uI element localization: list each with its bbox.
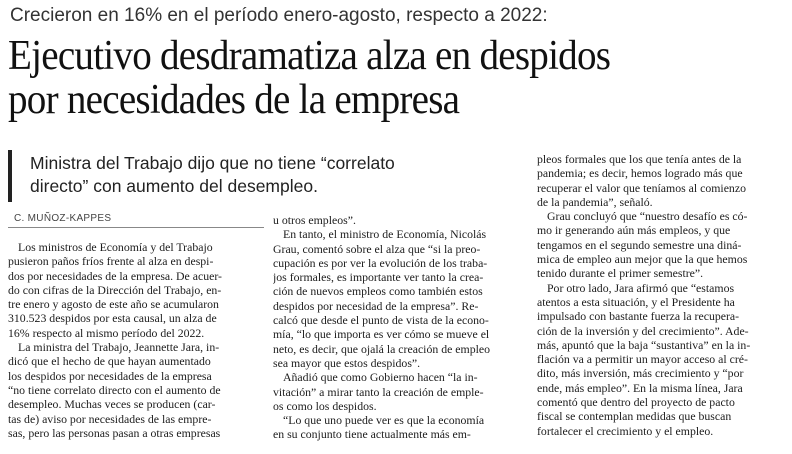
body-text-line: sas, pero las personas pasan a otras empresas bbox=[8, 425, 221, 440]
body-text-line: desempleo. Muchas veces se producen (car- bbox=[8, 397, 216, 412]
body-text-line: atentos a esta situación, y el Presidente ha bbox=[537, 294, 735, 309]
article-byline: C. MUÑOZ-KAPPES bbox=[14, 213, 112, 224]
article-headline bbox=[8, 34, 730, 122]
body-text-line: tre enero y agosto de este año se acumularon bbox=[8, 297, 219, 312]
body-text-line: tengamos en el segundo semestre una diná- bbox=[537, 237, 742, 252]
body-text-line: u otros empleos”. bbox=[273, 213, 356, 227]
body-text-line: Grau concluyó que “nuestro desafío es có- bbox=[547, 209, 748, 224]
body-text-line: fiscal se contemplan medidas que buscan bbox=[537, 409, 732, 424]
body-text-line: los despidos por necesidades de la empresa bbox=[8, 368, 212, 383]
body-text-line: ende, más empleo”. En la misma línea, Jara bbox=[537, 380, 743, 395]
body-text-line: tenido durante el primer semestre”. bbox=[537, 266, 704, 281]
body-text-line: de la pandemia”, señaló. bbox=[537, 194, 653, 209]
body-text-line: impulsado con bastante fuerza la recupera- bbox=[537, 309, 740, 324]
body-text-line: 310.523 despidos por esta causal, un alza de bbox=[8, 311, 217, 326]
body-text-line: Añadió que como Gobierno hacen “la in- bbox=[283, 370, 478, 385]
body-text-line: 16% respecto al mismo período del 2022. bbox=[8, 325, 205, 340]
body-text-line: ción de nuevos empleos como también estos bbox=[273, 284, 483, 299]
body-text-line: comentó que dentro del proyecto de pacto bbox=[537, 395, 735, 410]
body-text-line: Por otro lado, Jara afirmó que “estamos bbox=[547, 280, 735, 295]
body-text-line: “Lo que uno puede ver es que la economía bbox=[283, 413, 485, 428]
body-text-line: sea mayor que estos despidos”. bbox=[273, 355, 421, 370]
body-text-line: despidos por necesidad de la empresa”. Re- bbox=[273, 298, 479, 313]
body-text-line: os como los despidos. bbox=[273, 398, 377, 413]
body-text-line: tas de) aviso por necesidades de las empre- bbox=[8, 411, 212, 426]
body-text-line: pleos formales que los que tenía antes de la bbox=[537, 152, 742, 166]
deck-accent-bar bbox=[8, 150, 12, 202]
article-column-2 bbox=[273, 213, 529, 442]
article-deck bbox=[30, 152, 510, 198]
body-text-line: “no tiene correlato directo con el aumento de bbox=[8, 382, 221, 397]
body-text-line: más, apuntó que la baja “sustantiva” en la in- bbox=[537, 337, 751, 352]
body-text-line: pandemia; es decir, hemos logrado más que bbox=[537, 166, 743, 181]
deck-line-2: directo” con aumento del desempleo. bbox=[30, 176, 318, 196]
deck-line-1: Ministra del Trabajo dijo que no tiene “correlato bbox=[30, 153, 395, 173]
body-text-line: neto, es decir, que ojalá la creación de empleo bbox=[273, 341, 491, 356]
body-text-line: Grau, comentó sobre el alza que “si la preo- bbox=[273, 241, 481, 256]
body-text-line: Los ministros de Economía y del Trabajo bbox=[18, 240, 213, 254]
body-text-line: jos formales, es importante ver tanto la crea- bbox=[273, 270, 484, 285]
body-text-line: recuperar el valor que teníamos al comienzo bbox=[537, 180, 746, 195]
body-text-line: fortalecer el crecimiento y el empleo. bbox=[537, 423, 714, 438]
byline-divider bbox=[8, 227, 264, 228]
article-column-3 bbox=[537, 152, 787, 438]
body-text-line: dos por necesidades de la empresa. De acuer- bbox=[8, 268, 222, 283]
body-text-line: ción de la inversión y del crecimiento”. Ade- bbox=[537, 323, 749, 338]
body-text-line: mica de empleo aun mejor que la que hemos bbox=[537, 252, 748, 267]
body-text-line: vitación” a mirar tanto la creación de emple- bbox=[273, 384, 484, 399]
body-text-line: En tanto, el ministro de Economía, Nicolás bbox=[283, 227, 487, 242]
body-text-line: flación va a permitir un mayor acceso al cré- bbox=[537, 352, 748, 367]
body-text-line: La ministra del Trabajo, Jeannette Jara, in- bbox=[18, 340, 220, 355]
article-column-1 bbox=[8, 240, 264, 440]
headline-line-2: por necesidades de la empresa bbox=[8, 77, 460, 123]
body-text-line: mo ir generando aún más empleos, y que bbox=[537, 223, 731, 238]
body-text-line: cupación es por ver la evolución de los traba- bbox=[273, 255, 488, 270]
article-kicker: Crecieron en 16% en el período enero-agosto, respecto a 2022: bbox=[10, 5, 548, 26]
body-text-line: do con cifras de la Dirección del Trabajo, en- bbox=[8, 282, 222, 297]
body-text-line: dicó que el hecho de que hayan aumentado bbox=[8, 354, 211, 369]
body-text-line: en su conjunto tiene actualmente más em- bbox=[273, 427, 471, 442]
body-text-line: dito, más inversión, más crecimiento y “por bbox=[537, 366, 744, 381]
body-text-line: calcó que desde el punto de vista de la econo- bbox=[273, 313, 489, 328]
body-text-line: mía, “lo que importa es ver cómo se mueve el bbox=[273, 327, 490, 342]
headline-line-1: Ejecutivo desdramatiza alza en despidos bbox=[8, 33, 611, 79]
body-text-line: pusieron paños fríos frente al alza en despi- bbox=[8, 254, 214, 269]
